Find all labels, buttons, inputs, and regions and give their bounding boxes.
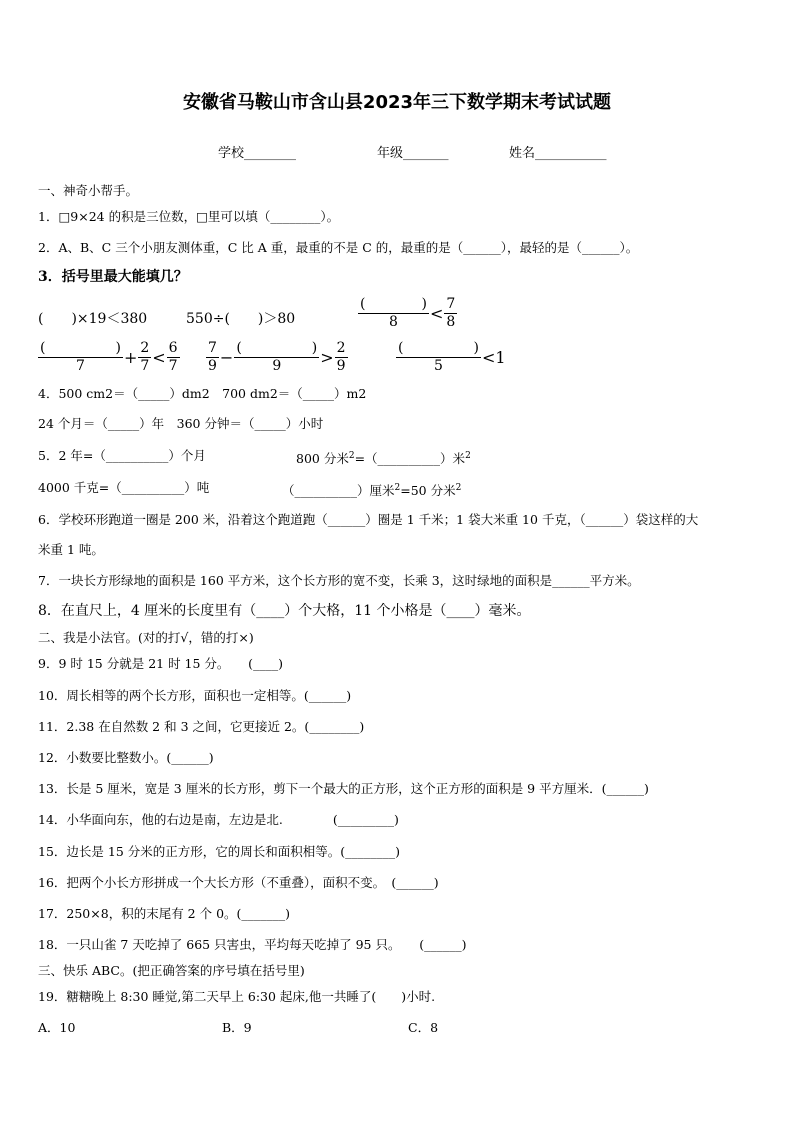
denominator: 8 <box>389 314 398 330</box>
numerator: ( ) <box>40 340 121 356</box>
fraction <box>358 296 429 331</box>
denominator: 9 <box>272 358 282 374</box>
fraction <box>335 340 348 375</box>
name-field: 姓名___________ <box>509 146 607 161</box>
option-a: A．10 <box>38 1020 76 1035</box>
numerator: ( ) <box>360 296 427 312</box>
question-6-cont: 米重 1 吨。 <box>38 542 104 557</box>
superscript: 2 <box>455 483 462 493</box>
question-12: 12．小数要比整数小。(______) <box>38 750 214 765</box>
fraction <box>234 340 319 375</box>
operator: < <box>429 304 444 323</box>
operator: < <box>152 348 166 367</box>
numerator: ( ) <box>398 340 479 356</box>
denominator: 9 <box>336 358 346 374</box>
question-2: 2．A、B、C 三个小朋友测体重，C 比 A 重，最重的不是 C 的，最重的是（______），最轻的是（______）。 <box>38 240 639 255</box>
question-3f <box>396 340 507 375</box>
numerator: 2 <box>140 340 150 356</box>
fraction <box>396 340 481 375</box>
question-14: 14．小华面向东，他的右边是南，左边是北. (_________) <box>38 812 399 827</box>
fraction <box>444 296 457 331</box>
question-3c <box>358 296 457 331</box>
grade-field: 年级_______ <box>377 146 449 161</box>
denominator: 9 <box>208 358 217 374</box>
question-3a: ( )×19＜380 <box>38 311 148 327</box>
numerator: 7 <box>208 340 217 356</box>
question-9: 9．9 时 15 分就是 21 时 15 分。 (____) <box>38 656 283 671</box>
question-3: 3．括号里最大能填几？ <box>38 269 188 285</box>
operator: + <box>123 348 138 367</box>
fraction <box>167 340 180 375</box>
denominator: 8 <box>446 314 456 330</box>
question-13: 13．长是 5 厘米，宽是 3 厘米的长方形，剪下一个最大的正方形，这个正方形的面积是 9 平方厘米．(______) <box>38 781 649 796</box>
question-19: 19．糖糖晚上 8:30 睡觉,第二天早上 6:30 起床,他一共睡了( )小时. <box>38 989 436 1004</box>
operator: > <box>320 348 334 367</box>
question-16: 16．把两个小长方形拼成一个大长方形（不重叠），面积不变。 (______) <box>38 875 439 890</box>
section-3-heading: 三、快乐 ABC。(把正确答案的序号填在括号里) <box>38 963 305 978</box>
question-17: 17．250×8，积的末尾有 2 个 0。(_______) <box>38 906 291 921</box>
question-18: 18．一只山雀 7 天吃掉了 665 只害虫，平均每天吃掉了 95 只。 (______) <box>38 937 467 952</box>
question-7: 7．一块长方形绿地的面积是 160 平方米，这个长方形的宽不变，长乘 3，这时绿地的面积是______平方米。 <box>38 573 640 588</box>
fraction <box>38 340 123 375</box>
numerator: 6 <box>168 340 178 356</box>
denominator: 7 <box>76 358 85 374</box>
numerator: ( ) <box>236 340 318 356</box>
question-10: 10．周长相等的两个长方形，面积也一定相等。(______) <box>38 688 352 703</box>
superscript: 2 <box>465 451 471 461</box>
section-2-heading: 二、我是小法官。(对的打√，错的打×) <box>38 630 254 645</box>
page-title: 安徽省马鞍山市含山县2023年三下数学期末考试试题 <box>182 92 612 113</box>
numerator: 2 <box>336 340 346 356</box>
option-c: C．8 <box>408 1020 439 1035</box>
school-field: 学校________ <box>218 146 297 161</box>
fraction <box>206 340 219 375</box>
question-3d <box>38 340 180 375</box>
operator: <1 <box>481 348 506 367</box>
question-4b: 24 个月＝（_____）年 360 分钟＝（_____）小时 <box>38 416 324 431</box>
question-5d <box>282 480 461 499</box>
question-3e <box>206 340 348 375</box>
denominator: 5 <box>434 358 443 374</box>
denominator: 7 <box>140 358 150 374</box>
question-6: 6．学校环形跑道一圈是 200 米，沿着这个跑道跑（______）圈是 1 千米；1 袋大米重 10 千克，（______）袋这样的大 <box>38 512 699 527</box>
superscript: 2 <box>394 483 401 493</box>
fraction <box>138 340 151 375</box>
question-4a: 4．500 cm2＝（_____）dm2 700 dm2＝（_____）m2 <box>38 386 367 401</box>
question-11: 11．2.38 在自然数 2 和 3 之间，它更接近 2。(________) <box>38 719 365 734</box>
section-1-heading: 一、神奇小帮手。 <box>38 183 139 198</box>
question-3b: 550÷( )＞80 <box>186 311 296 327</box>
denominator: 7 <box>168 358 178 374</box>
question-8: 8．在直尺上，4 厘米的长度里有（____）个大格，11 个小格是（____）毫米。 <box>38 603 531 619</box>
question-5c: 4000 千克=（__________）吨 <box>38 480 210 495</box>
q5b-text: 800 分米 <box>296 451 349 467</box>
numerator: 7 <box>446 296 456 312</box>
question-1: 1．□9×24 的积是三位数，□里可以填（________）。 <box>38 209 340 224</box>
q5d-text: （__________）厘米 <box>282 483 395 499</box>
q5b-answer: =（__________）米 <box>354 451 466 467</box>
question-15: 15．边长是 15 分米的正方形，它的周长和面积相等。(________) <box>38 844 401 859</box>
q5d-answer: =50 分米 <box>400 483 456 499</box>
operator: − <box>219 348 234 367</box>
option-b: B．9 <box>222 1020 252 1035</box>
question-5a: 5．2 年=（__________）个月 <box>38 448 206 463</box>
question-5b <box>296 448 471 467</box>
superscript: 2 <box>348 451 355 461</box>
